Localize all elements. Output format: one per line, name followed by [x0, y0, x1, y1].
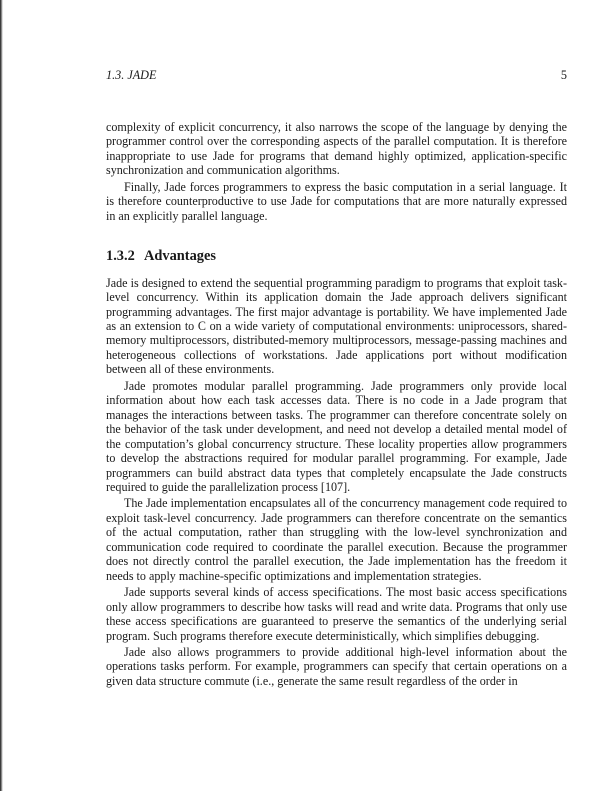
paragraph: Jade is designed to extend the sequential programming paradigm to programs that exploit task-level concurrency. Within its application domain the Jade approach delivers significant programming advantages. The first major advantage is portability. We have implemented Jade as an extension to C on a wide variety of computational environments: uniprocessors, shared-memory multiprocessors, distributed-memory multiprocessors, message-passing machines and heterogeneous collections of workstations. Jade applications port without modification between all of these environments. — [106, 275, 567, 377]
paragraph: Jade promotes modular parallel programming. Jade programmers only provide local information about how each task accesses data. There is no code in a Jade program that manages the interactions between tasks. The programmer can therefore concentrate solely on the behavior of the task under development, and need not develop a detailed mental model of the computation’s global concurrency structure. These locality properties allow programmers to develop the abstractions required for modular parallel programming. For example, Jade programmers can build abstract data types that completely encapsulate the Jade constructs required to guide the parallelization process [107]. — [106, 378, 567, 494]
paragraph: The Jade implementation encapsulates all of the concurrency management code required to exploit task-level concurrency. Jade programmers can therefore concentrate on the semantics of the actual computation, rather than struggling with the low-level synchronization and communication code required to coordinate the parallel execution. Because the programmer does not directly control the parallel execution, the Jade implementation has the freedom it needs to apply machine-specific optimizations and implementation strategies. — [106, 496, 567, 583]
paragraph: Jade supports several kinds of access specifications. The most basic access specifications only allow programmers to describe how tasks will read and write data. Programs that only use these access specifications are guaranteed to preserve the semantics of the underlying serial program. Such programs therefore execute deterministically, which simplifies debugging. — [106, 585, 567, 643]
running-header — [106, 68, 567, 82]
running-header-section: 1.3. JADE — [106, 68, 157, 82]
section-title: Advantages — [144, 248, 216, 265]
paragraph: complexity of explicit concurrency, it also narrows the scope of the language by denying the programmer control over the corresponding aspects of the parallel computation. It is therefore inappropriate to use Jade for programs that demand highly optimized, application-specific synchronization and communication algorithms. — [106, 120, 567, 178]
page-number: 5 — [560, 68, 567, 82]
paragraph: Finally, Jade forces programmers to express the basic computation in a serial language. It is therefore counterproductive to use Jade for computations that are more naturally expressed in an explicitly parallel language. — [106, 179, 567, 223]
section-number: 1.3.2 — [106, 248, 135, 265]
paragraph: Jade also allows programmers to provide additional high-level information about the operations tasks perform. For example, programmers can specify that certain operations on a given data structure commute (i.e., generate the same result regardless of the order in — [106, 644, 567, 688]
page-body — [106, 120, 567, 688]
section-heading — [106, 249, 567, 263]
scan-edge-artifact — [0, 0, 3, 791]
